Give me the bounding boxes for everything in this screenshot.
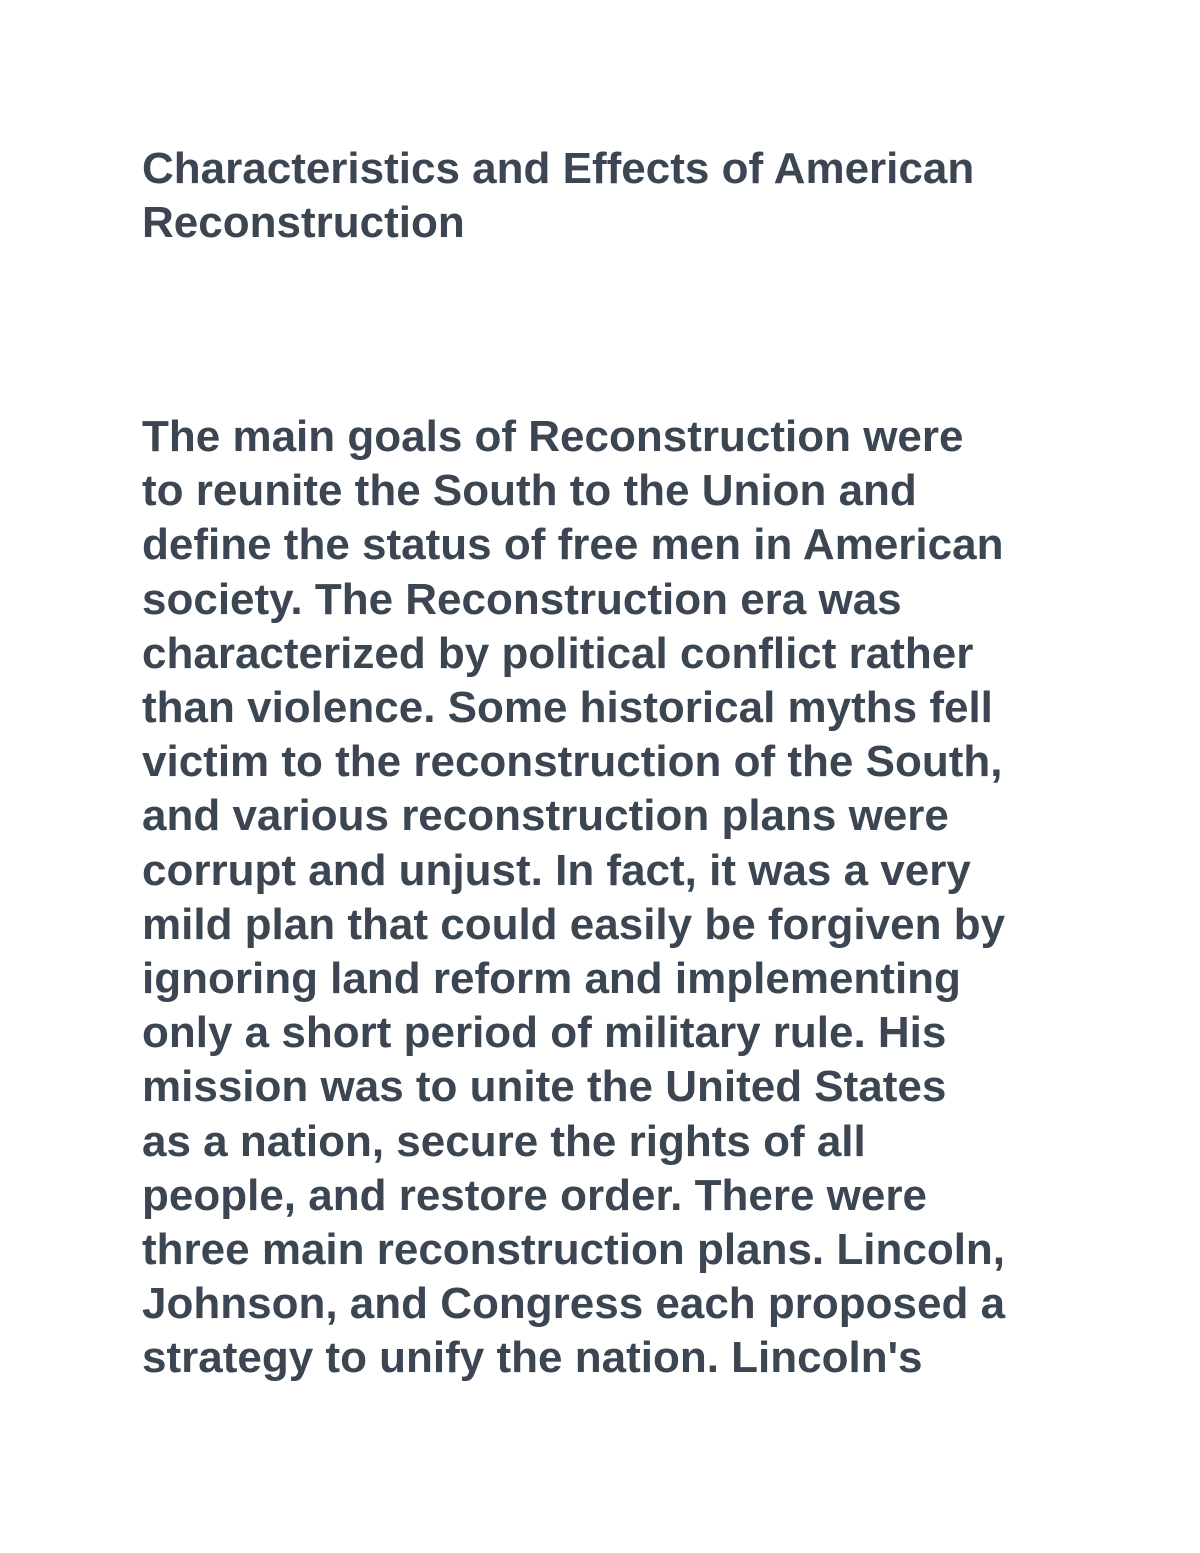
body-line: characterized by political conflict rather bbox=[142, 628, 974, 678]
body-paragraph bbox=[142, 410, 1102, 1386]
body-line: victim to the reconstruction of the South, bbox=[142, 737, 1003, 787]
body-line: The main goals of Reconstruction were bbox=[142, 412, 964, 461]
body-line: only a short period of military rule. His bbox=[142, 1008, 947, 1058]
document-title bbox=[142, 142, 1082, 250]
body-line: as a nation, secure the rights of all bbox=[142, 1116, 866, 1166]
title-line: Reconstruction bbox=[142, 198, 465, 247]
body-line: mild plan that could easily be forgiven by bbox=[142, 899, 1006, 949]
body-line: and various reconstruction plans were bbox=[142, 791, 949, 841]
title-line: Characteristics and Effects of American bbox=[142, 144, 975, 193]
body-line: to reunite the South to the Union and bbox=[142, 466, 917, 516]
body-line: Johnson, and Congress each proposed a bbox=[142, 1279, 1006, 1329]
body-line: people, and restore order. There were bbox=[142, 1170, 927, 1220]
body-line: define the status of free men in American bbox=[142, 520, 1004, 570]
body-line: mission was to unite the United States bbox=[142, 1062, 947, 1112]
body-line: ignoring land reform and implementing bbox=[142, 954, 961, 1004]
body-line: than violence. Some historical myths fell bbox=[142, 683, 993, 733]
body-line: three main reconstruction plans. Lincoln, bbox=[142, 1225, 1006, 1275]
body-line: corrupt and unjust. In fact, it was a very bbox=[142, 845, 971, 895]
body-line: society. The Reconstruction era was bbox=[142, 574, 902, 624]
body-line: strategy to unify the nation. Lincoln's bbox=[142, 1333, 923, 1383]
